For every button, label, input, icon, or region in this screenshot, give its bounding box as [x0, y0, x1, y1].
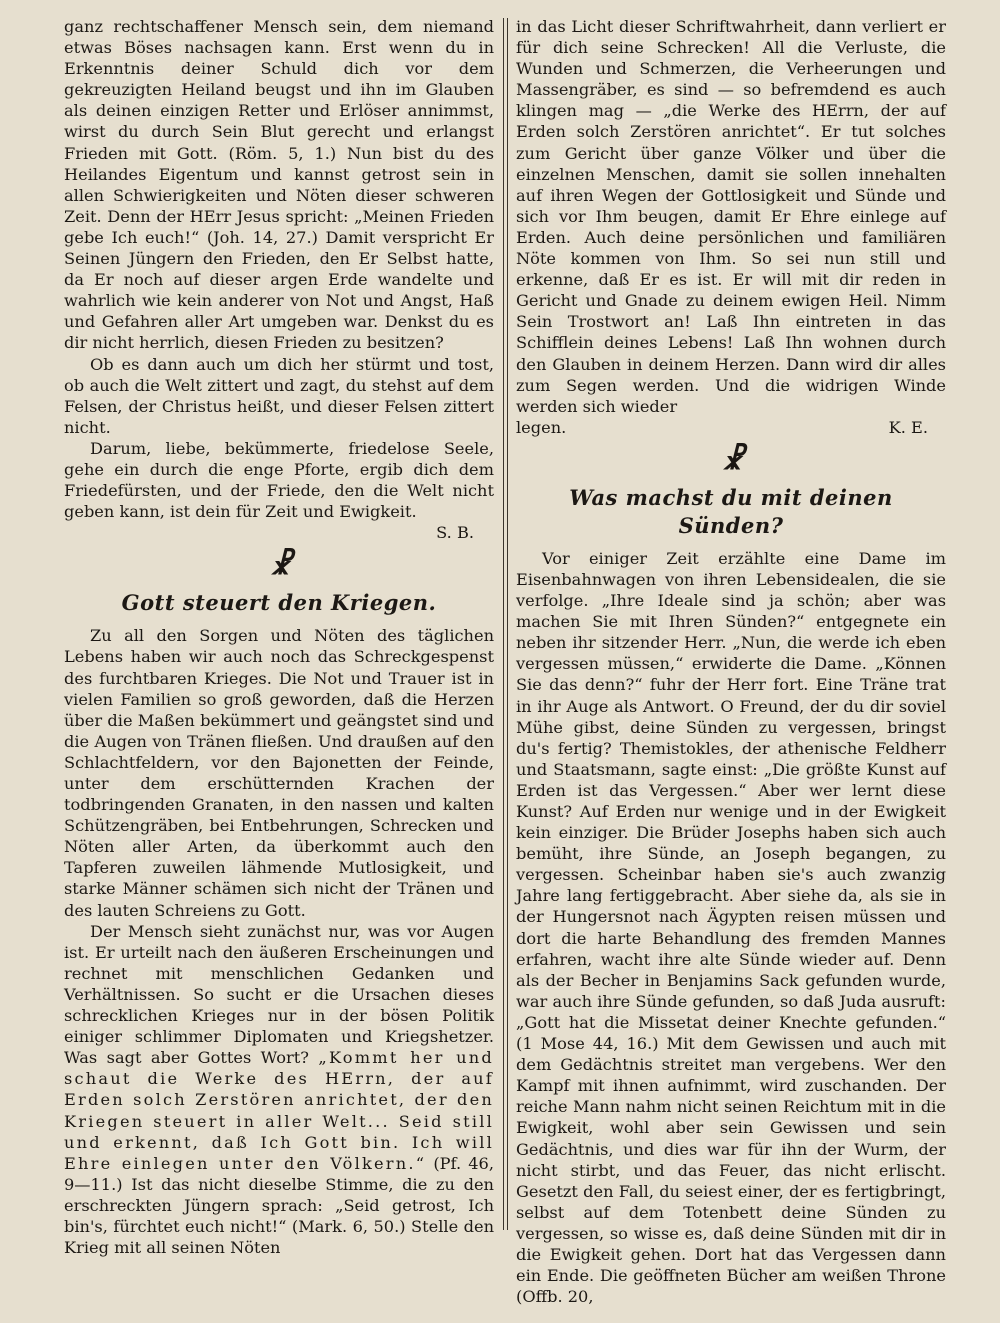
paragraph: [64, 921, 494, 1259]
paragraph: Darum, liebe, bekümmerte, friedelose Seele, gehe ein durch die enge Pforte, ergib dich dem Friedefürsten, und der Friede, den die Welt nicht geben kann, ist dein für Zeit und Ewigkeit.: [64, 438, 494, 522]
signature: S. B.: [436, 523, 474, 543]
bible-quote: „Kommt her und schaut die Werke des HErrn, der auf Erden solch Zerstören anrichtet, der den Kriegen steuert in aller Welt... Seid still und erkennt, daß Ich Gott bin. Ich will Ehre einlegen unter den Völkern.“: [64, 1048, 494, 1173]
paragraph-text: (Pf. 46, 9—11.) Ist das nicht dieselbe Stimme, die zu den erschreckten Jüngern sprach: „Seid getrost, Ich bin's, fürchtet euch nicht!“ (Mark. 6, 50.) Stelle den Krieg mit all seinen Nöten: [64, 1153, 494, 1258]
paragraph: Ob es dann auch um dich her stürmt und tost, ob auch die Welt zittert und zagt, du stehst auf dem Felsen, der Christus heißt, und dieser Felsen zittert nicht.: [64, 354, 494, 437]
paragraph-text: Der Mensch sieht zunächst nur, was vor Augen ist. Er urteilt nach den äußeren Erscheinungen und rechnet mit menschlichen Gedanken und Verhältnissen. So sucht er die Ursachen dieses schrecklichen Krieges nur in der bösen Politik einiger schlimmer Diplomaten und Kriegshetzer. Was sagt aber Gottes Wort?: [64, 921, 494, 1068]
right-column: [516, 16, 946, 1307]
ornament-chi-rho: ☧: [270, 548, 288, 582]
signature: K. E.: [888, 417, 928, 437]
left-column: [64, 16, 494, 1258]
paragraph: in das Licht dieser Schriftwahrheit, dann verliert er für dich seine Schrecken! All die Verluste, die Wunden und Schmerzen, die Verheerungen und Massengräber, es sind — so befremdend es auch klingen mag — „die Werke des HErrn, der auf Erden solch Zerstören anrichtet“. Er tut solches zum Gericht über ganze Völker und über die einzelnen Menschen, damit sie sollen innehalten auf ihren Wegen der Gottlosigkeit und Sünde und sich vor Ihm beugen, damit Er Ehre einlege auf Erden. Auch deine persönlichen und familiären Nöte kommen von Ihm. So sei nun still und erkenne, daß Er es ist. Er will mit dir reden in Gericht und Gnade zu deinem ewigen Heil. Nimm Sein Trostwort an! Laß Ihn eintreten in das Schifflein deines Lebens! Laß Ihn wohnen durch den Glauben in deinem Herzen. Dann wird dir alles zum Segen werden. Und die widrigen Winde werden sich wieder: [516, 17, 946, 416]
ornament-chi-rho: ☧: [722, 442, 740, 476]
paragraph: Zu all den Sorgen und Nöten des täglichen Lebens haben wir auch noch das Schreckgespenst des furchtbaren Krieges. Die Not und Trauer ist in vielen Familien so groß geworden, daß die Herzen über die Maßen bekümmert und geängstet sind und die Augen von Tränen fließen. Und draußen auf den Schlachtfeldern, vor den Bajonetten der Feinde, unter dem erschütternden Krachen der todbringenden Granaten, in den nassen und kalten Schützengräben, bei Entbehrungen, Schrecken und Nöten aller Arten, da überkommt auch den Tapferen zuweilen lähmende Mutlosigkeit, und starke Männer schämen sich nicht der Tränen und des lauten Schreiens zu Gott.: [64, 626, 494, 920]
article-title: Gott steuert den Kriegen.: [121, 590, 437, 616]
paragraph-text: legen.: [516, 417, 567, 437]
article-title: Was machst du mit deinen Sünden?: [569, 484, 893, 538]
paragraph: ganz rechtschaffener Mensch sein, dem niemand etwas Böses nachsagen kann. Erst wenn du in Erkenntnis deiner Schuld dich vor dem gekreuzigten Heiland beugst und ihn im Glauben als deinen einzigen Retter und Erlöser annimmst, wirst du durch Sein Blut gerecht und erlangst Frieden mit Gott. (Röm. 5, 1.) Nun bist du des Heilandes Eigentum und kannst getrost sein in allen Schwierigkeiten und Nöten dieser schweren Zeit. Denn der HErr Jesus spricht: „Meinen Frieden gebe Ich euch!“ (Joh. 14, 27.) Damit verspricht Er Seinen Jüngern den Frieden, den Er Selbst hatte, da Er noch auf dieser argen Erde wandelte und wahrlich wie kein anderer von Not und Angst, Haß und Gefahren aller Art umgeben war. Denkst du es dir nicht herrlich, diesen Frieden zu besitzen?: [64, 17, 494, 353]
paragraph: Vor einiger Zeit erzählte eine Dame im Eisenbahnwagen von ihren Lebensidealen, die sie verfolge. „Ihre Ideale sind ja schön; aber was machen Sie mit Ihren Sünden?“ entgegnete ein neben ihr sitzender Herr. „Nun, die werde ich eben vergessen müssen,“ erwiderte die Dame. „Können Sie das denn?“ fuhr der Herr fort. Eine Träne trat in ihr Auge als Antwort. O Freund, der du dir soviel Mühe gibst, deine Sünden zu vergessen, bringst du's fertig? Themistokles, der athenische Feldherr und Staatsmann, sagte einst: „Die größte Kunst auf Erden ist das Vergessen.“ Aber wer lernt diese Kunst? Auf Erden nur wenige und in der Ewigkeit kein einziger. Die Brüder Josephs haben sich auch bemüht, ihre Sünde, an Joseph begangen, zu vergessen. Scheinbar haben sie's auch zwanzig Jahre lang fertiggebracht. Aber siehe da, als sie in der Hungersnot nach Ägypten reisen müssen und dort die harte Behandlung des fremden Mannes erfahren, wacht ihre alte Sünde wieder auf. Denn als der Becher in Benjamins Sack gefunden wurde, war auch ihre Sünde gefunden, so daß Juda ausruft: „Gott hat die Missetat deiner Knechte gefunden.“ (1 Mose 44, 16.) Mit dem Gewissen und auch mit dem Gedächtnis streitet man vergebens. Wer den Kampf mit ihnen aufnimmt, wird zuschanden. Der reiche Mann nahm nicht seinen Reichtum mit in die Ewigkeit, wohl aber sein Gewissen und sein Gedächtnis, und dies war für ihn der Wurm, der nicht stirbt, und das Feuer, das nicht erlischt. Gesetzt den Fall, du seiest einer, der es fertigbringt, selbst auf dem Totenbett deine Sünden zu vergessen, so wisse es, daß deine Sünden mit dir in die Ewigkeit gehen. Dort hat das Vergessen dann ein Ende. Die geöffneten Bücher am weißen Throne (Offb. 20,: [516, 548, 946, 1307]
signature-line: [516, 417, 946, 438]
column-divider: [507, 18, 508, 1230]
column-divider: [503, 18, 504, 1230]
